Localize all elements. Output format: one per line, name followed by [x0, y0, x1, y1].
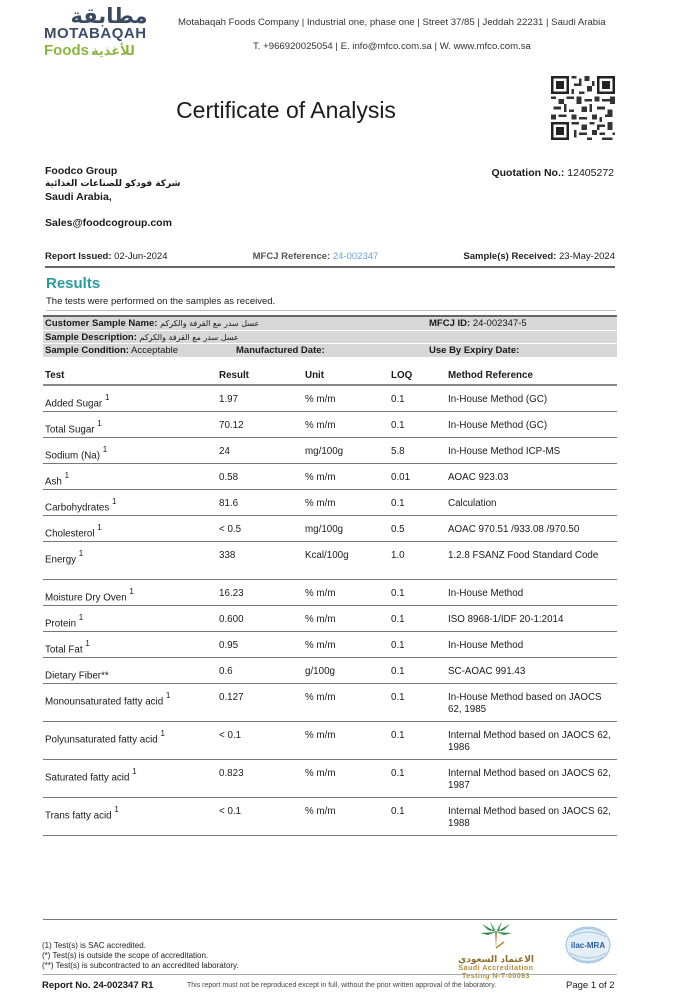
test-loq-text: 0.1 [391, 613, 405, 625]
table-row [43, 385, 617, 411]
page-number: Page 1 of 2 [566, 980, 615, 991]
test-method [446, 579, 617, 605]
test-loq-text: 0.1 [391, 729, 405, 741]
accreditation-superscript: 1 [165, 690, 171, 700]
test-method [446, 631, 617, 657]
logo-brand-text: MOTABAQAH [44, 25, 147, 42]
test-loq [389, 721, 446, 759]
test-name-text: Total Fat [45, 643, 83, 655]
header-test: Test [43, 367, 217, 385]
test-result [217, 797, 303, 835]
test-name [43, 683, 217, 721]
test-result-text: 24 [219, 445, 230, 457]
test-result [217, 657, 303, 683]
test-method [446, 797, 617, 835]
test-result-text: < 0.5 [219, 523, 242, 535]
client-country: Saudi Arabia, [45, 191, 112, 203]
accreditation-superscript: 1 [102, 444, 108, 454]
client-email: Sales@foodcogroup.com [45, 217, 172, 229]
accreditation-superscript: 1 [64, 470, 70, 480]
test-unit [303, 759, 389, 797]
test-result [217, 515, 303, 541]
test-method-text: ISO 8968-1/IDF 20-1:2014 [448, 613, 564, 625]
test-name-text: Polyunsaturated fatty acid [45, 733, 158, 745]
test-name-text: Cholesterol [45, 527, 95, 539]
test-name-text: Energy [45, 553, 77, 565]
table-header-row [43, 367, 617, 385]
table-row [43, 631, 617, 657]
test-unit-text: % m/m [305, 639, 336, 651]
test-result [217, 759, 303, 797]
test-result-text: 0.95 [219, 639, 239, 651]
report-issued-label: Report Issued: [45, 251, 112, 262]
header-method: Method Reference [446, 367, 617, 385]
accreditation-superscript: 1 [132, 766, 137, 776]
logo-arabic-text: مطابقة [70, 4, 148, 28]
test-unit-text: % m/m [305, 419, 336, 431]
test-method-text: Internal Method based on JAOCS 62, 1988 [448, 805, 611, 829]
test-result [217, 489, 303, 515]
document-title: Certificate of Analysis [176, 97, 396, 123]
table-row [43, 579, 617, 605]
test-unit-text: % m/m [305, 691, 336, 703]
test-result-text: < 0.1 [219, 729, 242, 741]
test-unit-text: % m/m [305, 587, 336, 599]
accreditation-superscript: 1 [112, 496, 117, 506]
test-unit [303, 721, 389, 759]
footnotes [42, 941, 239, 971]
test-unit [303, 437, 389, 463]
test-unit-text: g/100g [305, 665, 335, 677]
report-issued-value: 02-Jun-2024 [114, 251, 168, 262]
mfcj-reference [253, 251, 379, 262]
test-unit [303, 541, 389, 579]
test-result-text: 0.6 [219, 665, 233, 677]
test-loq-text: 0.1 [391, 419, 405, 431]
reproduction-disclaimer: This report must not be reproduced except in full, without the prior written approval of the laboratory. [187, 982, 497, 989]
test-result-text: 16.23 [219, 587, 244, 599]
test-result [217, 683, 303, 721]
test-loq [389, 797, 446, 835]
customer-sample-name-value: عسل سدر مع القرفة والكركم [160, 319, 260, 328]
test-method [446, 489, 617, 515]
header-result: Result [217, 367, 303, 385]
test-unit [303, 605, 389, 631]
test-result [217, 605, 303, 631]
test-result [217, 437, 303, 463]
test-result [217, 631, 303, 657]
test-result [217, 463, 303, 489]
results-table-body [43, 385, 617, 835]
mfcj-id-value: 24-002347-5 [472, 318, 527, 329]
sac-logo-arabic: الاعتماد السعودي [458, 955, 534, 965]
test-name-text: Saturated fatty acid [45, 771, 130, 783]
client-info [45, 165, 180, 230]
accreditation-superscript: 1 [78, 612, 84, 622]
test-loq-text: 0.01 [391, 471, 411, 483]
mfcj-reference-value: 24-002347 [332, 251, 379, 262]
test-name [43, 411, 217, 437]
table-row [43, 515, 617, 541]
test-method [446, 437, 617, 463]
table-row [43, 721, 617, 759]
test-loq [389, 605, 446, 631]
report-issued [45, 251, 168, 262]
mfcj-id [429, 317, 527, 331]
test-method-text: In-House Method ICP-MS [448, 445, 561, 457]
test-loq [389, 463, 446, 489]
test-unit-text: % m/m [305, 613, 336, 625]
test-unit-text: % m/m [305, 394, 336, 405]
sac-logo-english: Saudi Accreditation [458, 965, 534, 972]
footnote: (**) Test(s) is subcontracted to an accredited laboratory. [42, 961, 239, 970]
test-unit [303, 463, 389, 489]
test-loq [389, 683, 446, 721]
test-result-text: 70.12 [219, 419, 244, 431]
test-name [43, 721, 217, 759]
palm-tree-icon [474, 920, 518, 950]
test-method [446, 657, 617, 683]
test-loq [389, 759, 446, 797]
test-method-text: Calculation [448, 497, 497, 509]
test-name [43, 385, 217, 411]
table-row [43, 541, 617, 579]
sample-row-description [43, 331, 617, 345]
test-method [446, 759, 617, 797]
logo-foods-text [44, 42, 174, 60]
bottom-divider [43, 974, 617, 975]
test-loq-text: 0.5 [391, 523, 405, 535]
test-name [43, 631, 217, 657]
logo-foods-english: Foods [44, 42, 89, 59]
test-unit-text: % m/m [305, 497, 336, 509]
quotation-value: 12405272 [567, 167, 614, 179]
results-table [43, 367, 617, 836]
test-method-text: AOAC 923.03 [448, 471, 509, 483]
test-method [446, 515, 617, 541]
test-unit [303, 579, 389, 605]
accreditation-superscript: 1 [85, 638, 90, 648]
test-name-text: Dietary Fiber** [45, 669, 109, 681]
customer-sample-name-label: Customer Sample Name: [45, 318, 158, 329]
test-method [446, 541, 617, 579]
mfcj-reference-label: MFCJ Reference: [252, 251, 331, 262]
test-method [446, 721, 617, 759]
test-loq [389, 515, 446, 541]
test-result-text: 0.600 [219, 613, 244, 625]
test-result [217, 411, 303, 437]
test-loq-text: 0.1 [391, 587, 405, 599]
test-unit-text: mg/100g [305, 523, 344, 535]
footnote: (1) Test(s) is SAC accredited. [42, 941, 146, 950]
test-result-text: 81.6 [219, 497, 239, 509]
company-contact: T. +966920025054 | E. info@mfco.com.sa | W. www.mfco.com.sa [253, 41, 531, 52]
test-name [43, 759, 217, 797]
test-unit-text: % m/m [305, 471, 336, 483]
accreditation-superscript: 1 [97, 522, 102, 532]
test-name [43, 797, 217, 835]
test-name-text: Carbohydrates [45, 501, 110, 513]
report-meta [45, 251, 615, 268]
test-unit-text: mg/100g [305, 445, 344, 457]
test-result-text: 338 [219, 549, 236, 561]
test-loq [389, 657, 446, 683]
company-address: Motabaqah Foods Company | Industrial one, phase one | Street 37/85 | Jeddah 22231 | Saudi Arabia [178, 17, 606, 28]
table-row [43, 437, 617, 463]
test-name [43, 657, 217, 683]
test-unit-text: Kcal/100g [305, 549, 349, 561]
quotation-label: Quotation No.: [491, 167, 565, 179]
test-loq-text: 0.1 [391, 805, 405, 817]
test-unit-text: % m/m [305, 767, 336, 779]
mfcj-id-label: MFCJ ID: [429, 318, 471, 329]
test-method-text: In-House Method [448, 587, 524, 599]
saudi-accreditation-logo [440, 920, 552, 980]
test-method [446, 411, 617, 437]
header-unit: Unit [303, 367, 389, 385]
test-result [217, 385, 303, 411]
table-row [43, 657, 617, 683]
test-name-text: Protein [45, 617, 77, 629]
test-method-text: In-House Method (GC) [448, 394, 548, 405]
test-name [43, 515, 217, 541]
test-name [43, 579, 217, 605]
test-unit [303, 797, 389, 835]
client-name: Foodco Group [45, 165, 118, 177]
samples-received [463, 251, 615, 262]
test-name [43, 605, 217, 631]
test-name-text: Trans fatty acid [45, 809, 112, 821]
test-loq [389, 489, 446, 515]
expiry-date [429, 344, 519, 358]
test-result-text: 0.823 [219, 767, 244, 779]
accreditation-superscript: 1 [97, 418, 102, 428]
sample-condition-value: Acceptable [131, 345, 179, 356]
samples-received-value: 23-May-2024 [559, 251, 615, 262]
test-name [43, 489, 217, 515]
test-loq [389, 437, 446, 463]
client-name-arabic: شركة فودكو للصناعات الغذائية [45, 179, 181, 189]
test-name [43, 437, 217, 463]
test-method [446, 605, 617, 631]
test-method [446, 683, 617, 721]
table-row [43, 411, 617, 437]
test-result-text: 1.97 [219, 394, 239, 405]
test-result [217, 579, 303, 605]
test-loq [389, 385, 446, 411]
test-result [217, 541, 303, 579]
manufactured-date [236, 344, 325, 358]
test-result-text: 0.127 [219, 691, 244, 703]
sample-condition-label: Sample Condition: [45, 345, 129, 356]
table-row [43, 797, 617, 835]
test-name-text: Ash [45, 475, 62, 487]
table-row [43, 463, 617, 489]
accreditation-superscript: 1 [129, 586, 134, 596]
test-name-text: Total Sugar [45, 423, 95, 435]
manufactured-date-label: Manufactured Date: [236, 345, 325, 356]
test-method [446, 463, 617, 489]
test-name-text: Added Sugar [45, 398, 103, 410]
test-method [446, 385, 617, 411]
test-loq [389, 411, 446, 437]
test-name [43, 541, 217, 579]
test-loq-text: 0.1 [391, 665, 405, 677]
accreditation-superscript: 1 [160, 728, 165, 738]
test-name [43, 463, 217, 489]
table-row [43, 759, 617, 797]
sample-description-label: Sample Description: [45, 331, 137, 343]
test-loq-text: 0.1 [391, 639, 405, 651]
report-number: Report No. 24-002347 R1 [42, 980, 154, 991]
test-loq [389, 579, 446, 605]
test-name-text: Monounsaturated fatty acid [45, 695, 164, 707]
test-loq [389, 631, 446, 657]
accreditation-superscript: 1 [104, 393, 110, 402]
ilac-logo-text: ilac-MRA [570, 941, 606, 950]
test-name-text: Sodium (Na) [45, 449, 100, 461]
test-unit-text: % m/m [305, 805, 336, 817]
footnote: (*) Test(s) is outside the scope of accreditation. [42, 951, 209, 960]
test-unit [303, 489, 389, 515]
test-unit [303, 657, 389, 683]
test-loq-text: 0.1 [391, 767, 405, 779]
test-method-text: In-House Method (GC) [448, 419, 548, 431]
test-loq-text: 5.8 [391, 445, 405, 457]
logo-foods-arabic: للأغذية [91, 44, 135, 59]
sample-description-value: عسل سدر مع القرفة والكركم [139, 332, 239, 342]
expiry-date-label: Use By Expiry Date: [429, 345, 520, 356]
test-loq-text: 0.1 [391, 394, 405, 405]
test-method-text: In-House Method based on JAOCS 62, 1985 [448, 691, 602, 715]
results-heading: Results [46, 275, 101, 292]
results-note: The tests were performed on the samples as received. [46, 296, 616, 311]
test-unit-text: % m/m [305, 729, 336, 741]
test-method-text: AOAC 970.51 /933.08 /970.50 [448, 523, 580, 535]
test-method-text: Internal Method based on JAOCS 62, 1987 [448, 767, 611, 791]
test-unit [303, 411, 389, 437]
ilac-mra-logo [564, 925, 612, 965]
accreditation-superscript: 1 [114, 804, 119, 814]
sample-info [43, 315, 617, 358]
test-loq-text: 0.1 [391, 691, 405, 703]
test-unit [303, 385, 389, 411]
table-row [43, 489, 617, 515]
test-name-text: Moisture Dry Oven [45, 591, 127, 603]
test-method-text: 1.2.8 FSANZ Food Standard Code [448, 549, 599, 561]
table-row [43, 605, 617, 631]
sample-row-condition [43, 344, 617, 358]
samples-received-label: Sample(s) Received: [463, 251, 557, 262]
test-method-text: Internal Method based on JAOCS 62, 1986 [448, 729, 611, 753]
company-logo [44, 6, 174, 60]
sample-row-name [43, 317, 617, 331]
test-loq [389, 541, 446, 579]
header-loq: LOQ [389, 367, 446, 385]
test-method-text: In-House Method [448, 639, 524, 651]
test-unit [303, 631, 389, 657]
test-result-text: < 0.1 [219, 805, 242, 817]
test-loq-text: 0.1 [391, 497, 405, 509]
test-unit [303, 683, 389, 721]
test-unit [303, 515, 389, 541]
test-result [217, 721, 303, 759]
quotation-number [491, 167, 614, 179]
test-result-text: 0.58 [219, 471, 239, 483]
test-method-text: SC-AOAC 991.43 [448, 665, 526, 677]
table-row [43, 683, 617, 721]
sac-logo-testing: Testing N-T-00093 [462, 973, 530, 980]
test-loq-text: 1.0 [391, 549, 405, 561]
accreditation-superscript: 1 [78, 548, 84, 558]
